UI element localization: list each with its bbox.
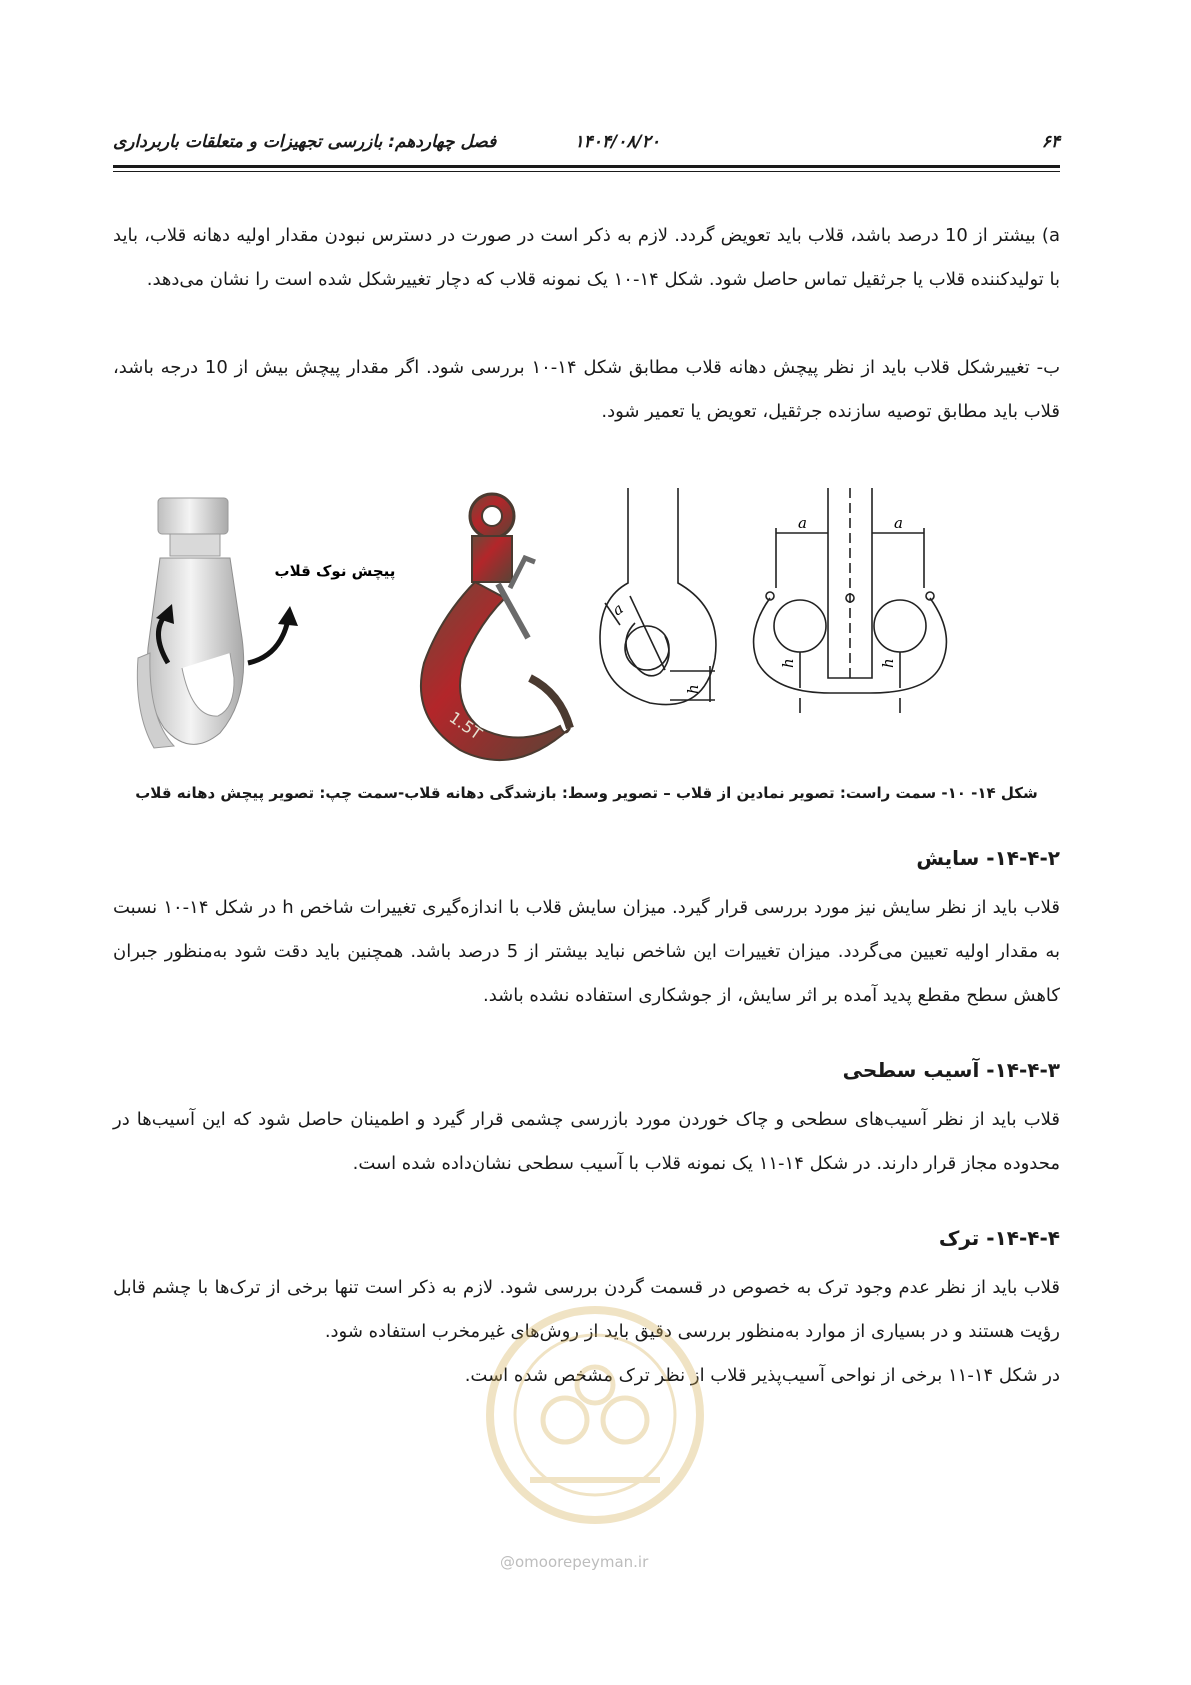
- dim-label-a-opening: a: [608, 599, 627, 620]
- paragraph-wear: قلاب باید از نظر سایش نیز مورد بررسی قرار گیرد. میزان سایش قلاب با اندازه‌گیری تغییرات شاخص h در شکل ۱۴-۱۰ نسبت به مقدار اولیه تعیین می‌گردد. میزان تغییرات این شاخص نباید بیشتر از 5 درصد باشد. همچنین باید دقت شود به‌منظور جبران کاهش سطح مقطع پدید آمده بر اثر سایش، از جوشکاری استفاده نشده باشد.: [113, 897, 1061, 1006]
- watermark-seal: [470, 1290, 720, 1580]
- watermark-site: @omoorepeyman.ir: [500, 1553, 649, 1571]
- hook-opening-diagram: [600, 488, 716, 705]
- header-rule: [113, 165, 1060, 168]
- hook-twist-label: پیچش نوک قلاب: [274, 562, 396, 580]
- figure-caption: شکل ۱۴- ۱۰- سمت راست: تصویر نمادین از قلاب – تصویر وسط: بازشدگی دهانه قلاب-سمت چپ: تصویر پیچش دهانه قلاب: [135, 784, 1038, 802]
- hook-capacity-stamp: 1.5T: [445, 707, 486, 744]
- paragraph-crack-figure: در شکل ۱۴-۱۱ برخی از نواحی آسیب‌پذیر قلاب از نظر ترک مشخص شده است.: [464, 1365, 1060, 1386]
- heading-wear: ۱۴-۴-۲- سایش: [916, 846, 1060, 870]
- paragraph-opening-width: a) بیشتر از 10 درصد باشد، قلاب باید تعویض گردد. لازم به ذکر است در صورت در دسترس نبودن مقدار اولیه دهانه قلاب، باید با تولیدکننده قلاب یا جرثقیل تماس حاصل شود. شکل ۱۴-۱۰ یک نمونه قلاب که دچار تغییرشکل شده است را نشان می‌دهد.: [113, 225, 1060, 290]
- dim-label-h-opening: h: [684, 684, 702, 694]
- heading-crack: ۱۴-۴-۴- ترک: [938, 1226, 1060, 1250]
- heading-surface-damage: ۱۴-۴-۳- آسیب سطحی: [842, 1058, 1060, 1082]
- twisted-hook-illustration: [137, 498, 395, 748]
- dim-label-h-right: h: [879, 658, 897, 668]
- dim-label-a-right: a: [894, 514, 903, 532]
- paragraph-twist: ب- تغییرشکل قلاب باید از نظر پیچش دهانه قلاب مطابق شکل ۱۴-۱۰ بررسی شود. اگر مقدار پیچش بیش از 10 درجه باشد، قلاب باید مطابق توصیه سازنده جرثقیل، تعویض یا تعمیر شود.: [113, 357, 1061, 422]
- chapter-title: فصل چهاردهم: بازرسی تجهیزات و متعلقات باربرداری: [113, 132, 497, 152]
- double-hook-diagram: [754, 488, 947, 713]
- dim-label-a-left: a: [798, 514, 807, 532]
- paragraph-surface-damage: قلاب باید از نظر آسیب‌های سطحی و چاک خوردن مورد بازرسی چشمی قرار گیرد و اطمینان حاصل شود که این آسیب‌ها در محدوده مجاز قرار دارند. در شکل ۱۴-۱۱ یک نمونه قلاب با آسیب سطحی نشان‌داده شده است.: [113, 1109, 1060, 1174]
- page-number: ۶۴: [1041, 132, 1060, 152]
- dim-label-h-left: h: [779, 658, 797, 668]
- hook-figure: [130, 488, 1040, 768]
- paragraph-crack: قلاب باید از نظر عدم وجود ترک به خصوص در قسمت گردن بررسی شود. لازم به ذکر است تنها برخی از ترک‌ها با چشم قابل رؤیت هستند و در بسیاری از موارد به‌منظور بررسی دقیق باید از روش‌های غیرمخرب استفاده شود.: [113, 1277, 1060, 1342]
- header-rule-thin: [113, 171, 1060, 172]
- red-hook-photo: [421, 494, 570, 760]
- page-header: [113, 128, 1060, 162]
- header-date: ۱۴۰۴/۰۸/۲۰: [574, 132, 660, 152]
